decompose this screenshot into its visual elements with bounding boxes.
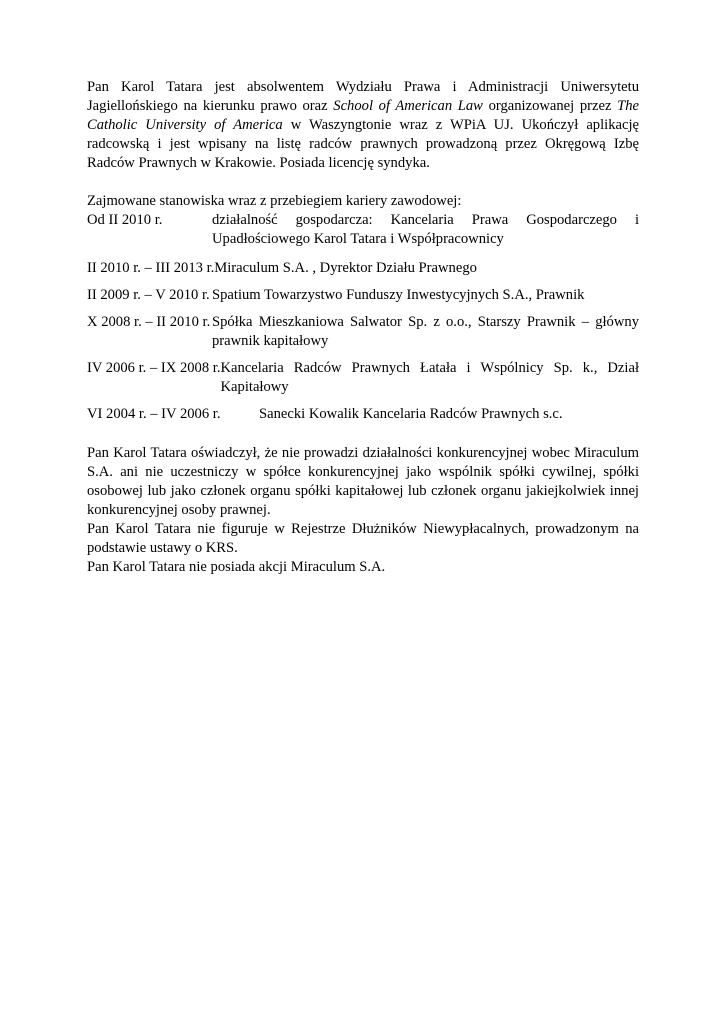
intro-school-name: School of American Law — [333, 98, 483, 114]
document-page — [87, 78, 639, 577]
career-row — [87, 313, 639, 351]
intro-text-1: Pan Karol Tatara jest absolwentem Wydziału Prawa i Administracji Uniwersytetu Jagiellońskiego na kierunku prawo oraz — [87, 79, 639, 114]
career-description: Spatium Towarzystwo Funduszy Inwestycyjnych S.A., Prawnik — [212, 287, 585, 303]
career-period: VI 2004 r. – IV 2006 r. — [87, 406, 221, 422]
career-period: Od II 2010 r. — [87, 212, 163, 228]
career-description: działalność gospodarcza: Kancelaria Prawa Gospodarczego i Upadłościowego Karol Tatara i Współpracownicy — [212, 212, 639, 247]
career-row — [87, 286, 639, 305]
statement-paragraph: Pan Karol Tatara nie posiada akcji Miraculum S.A. — [87, 559, 386, 575]
career-description: Miraculum S.A. , Dyrektor Działu Prawnego — [214, 260, 477, 276]
intro-paragraph — [87, 78, 639, 173]
statement-paragraph: Pan Karol Tatara nie figuruje w Rejestrze Dłużników Niewypłacalnych, prowadzonym na podstawie ustawy o KRS. — [87, 521, 639, 556]
intro-text-3: w Waszyngtonie wraz z WPiA UJ. Ukończył aplikację radcowską i jest wpisany na listę radców prawnych prowadzoną przez Okręgową Izbę Radców Prawnych w Krakowie. Posiada licencję syndyka. — [87, 117, 639, 171]
career-section — [87, 192, 639, 424]
career-row — [87, 359, 639, 397]
career-period: IV 2006 r. – IX 2008 r. — [87, 360, 221, 376]
career-description: Sanecki Kowalik Kancelaria Radców Prawnych s.c. — [259, 406, 563, 422]
career-description: Kancelaria Radców Prawnych Łatała i Wspólnicy Sp. k., Dział Kapitałowy — [220, 360, 639, 395]
career-period: X 2008 r. – II 2010 r. — [87, 314, 211, 330]
career-description: Spółka Mieszkaniowa Salwator Sp. z o.o., Starszy Prawnik – główny prawnik kapitałowy — [212, 314, 639, 349]
career-period: II 2010 r. – III 2013 r. — [87, 260, 215, 276]
career-row — [87, 259, 639, 278]
career-row — [87, 405, 639, 424]
statements-section — [87, 444, 639, 577]
statement-paragraph: Pan Karol Tatara oświadczył, że nie prowadzi działalności konkurencyjnej wobec Miraculum S.A. ani nie uczestniczy w spółce konkurencyjnej jako wspólnik spółki cywilnej, spółki osobowej lub jako członek organu spółki kapitałowej lub członek organu jakiejkolwiek innej konkurencyjnej osoby prawnej. — [87, 445, 639, 518]
career-period: II 2009 r. – V 2010 r. — [87, 287, 210, 303]
career-row — [87, 211, 639, 249]
intro-university-name: The Catholic University of America — [87, 98, 639, 133]
career-title: Zajmowane stanowiska wraz z przebiegiem kariery zawodowej: — [87, 193, 462, 209]
intro-text-2: organizowanej przez — [482, 98, 618, 114]
